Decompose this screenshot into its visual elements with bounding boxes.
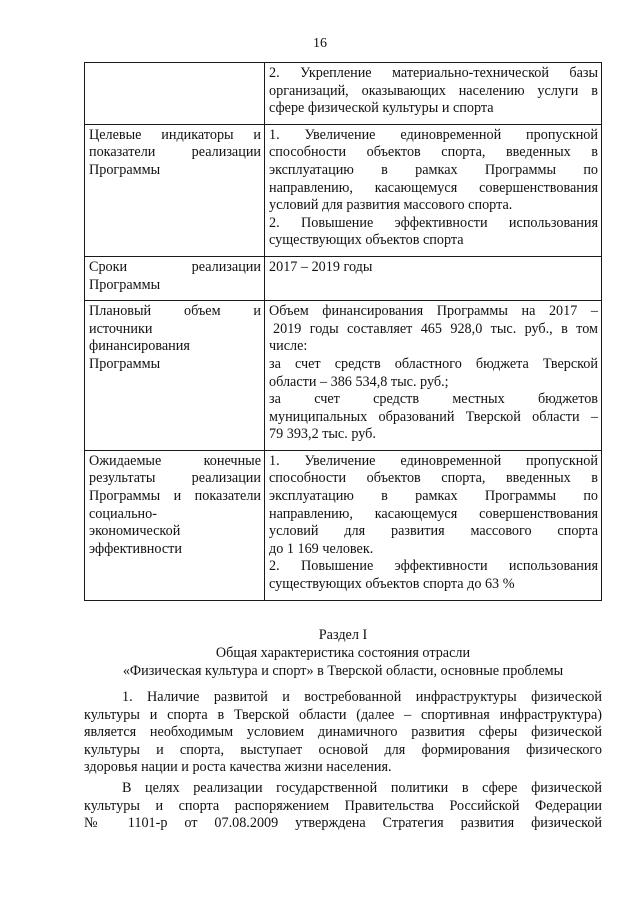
paragraph-line: культуры и спорта распоряжением Правительства Российской Федерации (84, 797, 602, 814)
row-label-line: Ожидаемые конечные (89, 452, 261, 469)
row-value-line: за счет средств областного бюджета Тверской (269, 355, 598, 372)
row-value-line: сфере физической культуры и спорта (269, 100, 494, 117)
row-label-line: Целевые индикаторы и (89, 126, 261, 143)
row-value-line: числе: (269, 338, 308, 355)
row-value-line: за счет средств местных бюджетов (269, 391, 598, 408)
row-label-line: показатели реализации (89, 144, 261, 161)
row-value-line: условий для развития массового спорта (269, 523, 598, 540)
row-value-cell (265, 450, 602, 600)
row-label-line: источники (89, 320, 153, 337)
section-title-line-1: Общая характеристика состояния отрасли (215, 644, 471, 661)
section-title-line-2: «Физическая культура и спорт» в Тверской области, основные проблемы (122, 662, 564, 679)
paragraph-line: № 1101-р от 07.08.2009 утверждена Стратегия развития физической (84, 815, 602, 832)
row-value-line: способности объектов спорта, введенных в (269, 470, 598, 487)
row-value-line: 79 393,2 тыс. руб. (269, 426, 376, 443)
row-value-line: эксплуатацию в рамках Программы по (269, 161, 598, 178)
paragraph-line: здоровья нации и роста качества жизни населения. (84, 759, 392, 776)
row-value-line: способности объектов спорта, введенных в (269, 144, 598, 161)
row-value-line: 1. Увеличение единовременной пропускной (269, 452, 598, 469)
row-label-line: Сроки реализации (89, 258, 261, 275)
row-label-line: эффективности (89, 540, 182, 557)
table-row (85, 301, 602, 451)
row-value-cell (265, 256, 602, 300)
table-row (85, 256, 602, 300)
row-value-cell (265, 124, 602, 256)
row-label-line: Программы и показатели (89, 488, 261, 505)
row-value-cell (265, 301, 602, 451)
row-value-line: направлению, касающемуся совершенствования (269, 505, 598, 522)
page-number: 16 (313, 36, 327, 51)
paragraph-line: культуры и спорта в Тверской области (далее – спортивная инфраструктура) (84, 706, 602, 723)
row-value-line: 2. Укрепление материально-технической базы (269, 65, 598, 81)
row-value-line: эксплуатацию в рамках Программы по (269, 488, 598, 505)
row-value-line: существующих объектов спорта (269, 232, 464, 249)
row-label-cell (85, 63, 265, 125)
row-value-cell (265, 63, 602, 125)
row-value-line: 2. Повышение эффективности использования (269, 558, 598, 575)
row-value-line: 1. Увеличение единовременной пропускной (269, 126, 598, 143)
row-value-line: 2. Повышение эффективности использования (269, 214, 598, 231)
row-label-cell (85, 301, 265, 451)
row-value-line: направлению, касающемуся совершенствования (269, 179, 598, 196)
program-passport-table (84, 62, 602, 601)
table-row (85, 63, 602, 125)
paragraph (84, 780, 602, 833)
row-value-line: 2017 – 2019 годы (269, 258, 373, 275)
row-label-line: экономической (89, 523, 181, 540)
row-label-line: Плановый объем и (89, 303, 261, 320)
row-value-line: Объем финансирования Программы на 2017 – (269, 303, 598, 320)
paragraph-line: является необходимым условием динамичного развития сферы физической (84, 724, 602, 741)
row-label-line: финансирования (89, 338, 190, 355)
row-value-line: организаций, оказывающих населению услуги в (269, 82, 598, 99)
paragraph-line: В целях реализации государственной политики в сфере физической (122, 779, 602, 796)
row-label-cell (85, 124, 265, 256)
row-label-cell (85, 256, 265, 300)
row-label-line: результаты реализации (89, 470, 261, 487)
paragraph-line: культуры и спорта, выступает основой для формирования физического (84, 741, 602, 758)
row-label-line: социально- (89, 505, 157, 522)
row-value-line: до 1 169 человек. (269, 540, 374, 557)
table-row (85, 450, 602, 600)
row-value-line: условий для развития массового спорта. (269, 197, 513, 214)
row-label-line: Программы (89, 161, 161, 178)
paragraph-line: 1. Наличие развитой и востребованной инфраструктуры физической (122, 689, 602, 705)
row-label-line: Программы (89, 276, 161, 293)
row-value-line: 2019 годы составляет 465 928,0 тыс. руб., в том (273, 320, 598, 337)
row-label-cell (85, 450, 265, 600)
row-value-line: существующих объектов спорта до 63 % (269, 576, 515, 593)
row-value-line: муниципальных образований Тверской области – (269, 408, 598, 425)
section-heading-block (84, 627, 602, 680)
row-value-line: области – 386 534,8 тыс. руб.; (269, 373, 449, 390)
row-label-line: Программы (89, 355, 161, 372)
table-row (85, 124, 602, 256)
paragraph (84, 689, 602, 777)
section-heading: Раздел I (318, 627, 368, 643)
body-text (84, 689, 602, 836)
